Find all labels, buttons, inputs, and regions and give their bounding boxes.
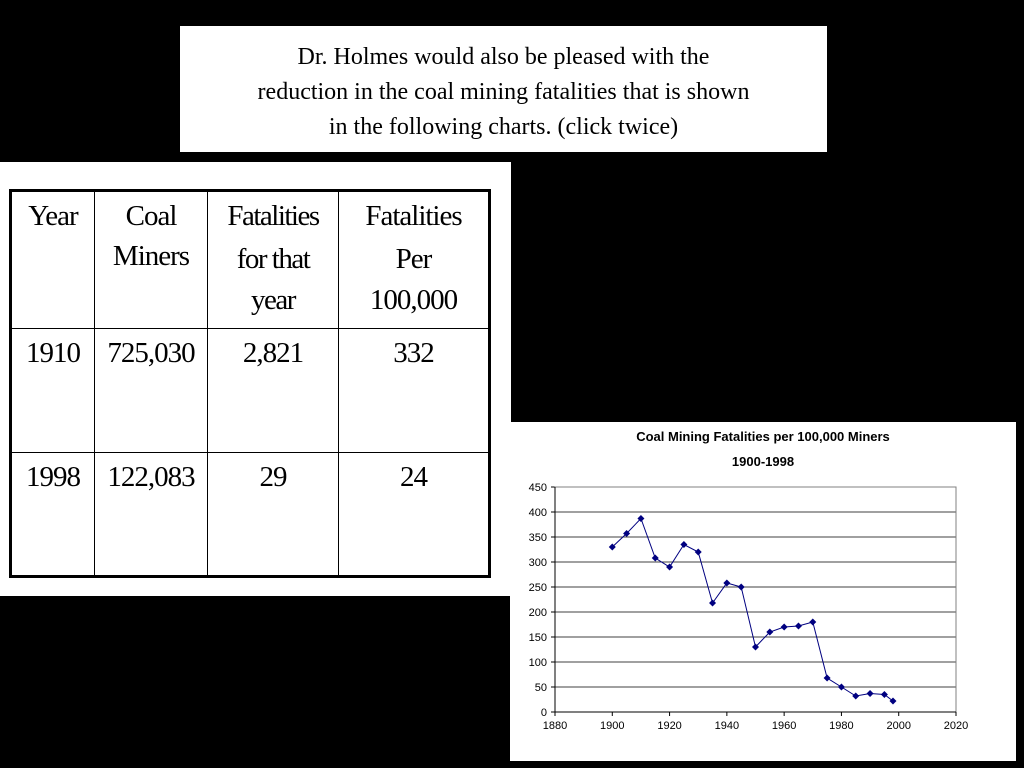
- series-line: [612, 519, 893, 702]
- header-coal-miners: [95, 191, 208, 329]
- header-text: for that: [236, 243, 310, 275]
- x-tick-label: 1900: [600, 720, 625, 732]
- y-tick-label: 150: [528, 632, 547, 644]
- data-point: [680, 541, 687, 548]
- header-year: [11, 191, 95, 329]
- table-cell: 725,030: [95, 329, 208, 452]
- x-tick-label: 1920: [657, 720, 682, 732]
- header-text: Fatalities: [227, 200, 319, 232]
- header-text: Year: [28, 200, 78, 232]
- chart-title: Coal Mining Fatalities per 100,000 Miners: [636, 429, 890, 444]
- chart-panel: [510, 422, 1016, 761]
- data-point: [852, 693, 859, 700]
- table-header-row: [11, 191, 490, 329]
- table-cell: 1910: [11, 329, 95, 452]
- data-point: [723, 580, 730, 587]
- caption-line: in the following charts. (click twice): [328, 114, 679, 140]
- data-point: [867, 690, 874, 697]
- header-text: Fatalities: [365, 200, 462, 232]
- caption-box: [180, 26, 827, 152]
- data-point: [809, 619, 816, 626]
- plot-frame: [555, 487, 956, 712]
- x-tick-label: 2020: [943, 720, 969, 732]
- table-panel: [0, 162, 511, 596]
- table-cell: 24: [339, 452, 490, 576]
- y-tick-label: 200: [528, 607, 547, 619]
- data-point: [709, 600, 716, 607]
- data-point: [652, 555, 659, 562]
- data-point: [795, 623, 802, 630]
- caption-line: reduction in the coal mining fatalities that is shown: [257, 79, 750, 105]
- line-chart: [510, 422, 1016, 761]
- y-tick-label: 0: [540, 707, 547, 719]
- table-cell: 1998: [11, 452, 95, 576]
- table-cell: 29: [208, 452, 339, 576]
- data-point: [838, 684, 845, 691]
- data-point: [666, 564, 673, 571]
- x-tick-label: 2000: [886, 720, 911, 732]
- table-cell: 332: [339, 329, 490, 452]
- table-row: [11, 452, 490, 576]
- header-text: Miners: [112, 240, 190, 272]
- table-row: [11, 329, 490, 452]
- y-tick-label: 250: [528, 582, 547, 594]
- header-text: Per: [395, 243, 432, 275]
- header-text: 100,000: [369, 284, 458, 316]
- x-tick-label: 1960: [771, 720, 797, 732]
- data-point: [738, 584, 745, 591]
- caption-line: Dr. Holmes would also be pleased with the: [297, 44, 710, 70]
- x-tick-label: 1940: [714, 720, 740, 732]
- header-fatalities-per-100000: [339, 191, 490, 329]
- data-point: [695, 549, 702, 556]
- y-tick-label: 50: [534, 682, 547, 694]
- x-tick-label: 1980: [829, 720, 854, 732]
- x-tick-label: 1880: [542, 720, 568, 732]
- y-tick-label: 100: [528, 657, 547, 669]
- header-text: Coal: [125, 200, 177, 232]
- y-tick-label: 300: [528, 557, 547, 569]
- table-cell: 2,821: [208, 329, 339, 452]
- header-fatalities-year: [208, 191, 339, 329]
- y-tick-label: 450: [528, 482, 547, 494]
- table-cell: 122,083: [95, 452, 208, 576]
- header-text: year: [251, 284, 295, 316]
- fatalities-table: [9, 189, 491, 578]
- y-tick-label: 400: [528, 507, 547, 519]
- data-point: [824, 675, 831, 682]
- chart-subtitle: 1900-1998: [731, 454, 795, 469]
- y-tick-label: 350: [528, 532, 547, 544]
- data-point: [781, 624, 788, 631]
